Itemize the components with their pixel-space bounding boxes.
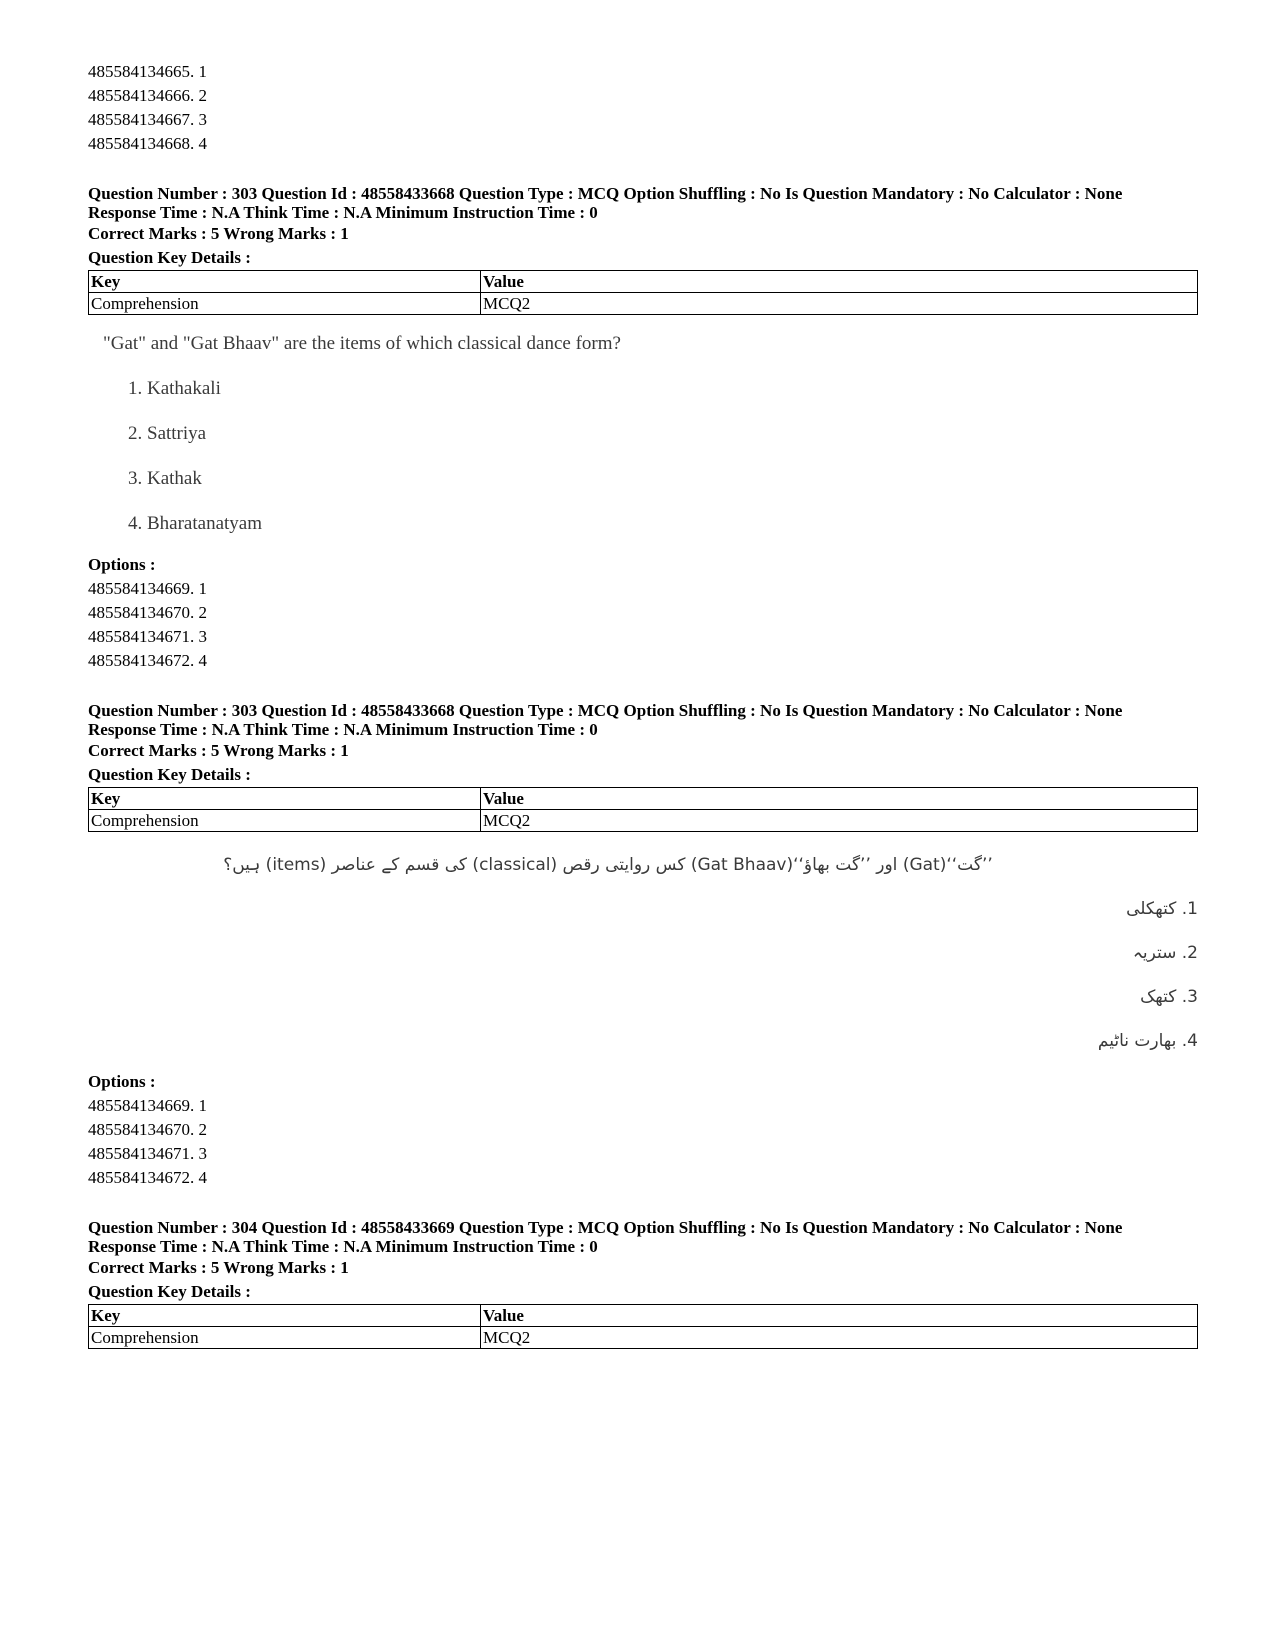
answer-choice: 4. Bharatanatyam xyxy=(128,513,263,534)
key-details-table xyxy=(88,1304,1198,1349)
table-header-value: Value xyxy=(481,788,1198,810)
answer-choice-urdu: 1. کتھکلی xyxy=(1126,899,1198,919)
option-line: 485584134665. 1 xyxy=(88,62,207,81)
table-header-row xyxy=(89,788,1198,810)
option-line: 485584134672. 4 xyxy=(88,1168,207,1187)
table-row xyxy=(89,810,1198,832)
options-label: Options : xyxy=(88,1072,156,1091)
option-line: 485584134671. 3 xyxy=(88,627,207,646)
answer-choice: 1. Kathakali xyxy=(128,378,221,399)
option-line: 485584134670. 2 xyxy=(88,1120,207,1139)
option-line: 485584134672. 4 xyxy=(88,651,207,670)
table-cell-value: MCQ2 xyxy=(481,293,1198,315)
table-header-key: Key xyxy=(89,788,481,810)
table-cell-key: Comprehension xyxy=(89,810,481,832)
question-marks: Correct Marks : 5 Wrong Marks : 1 xyxy=(88,1258,349,1277)
key-details-label: Question Key Details : xyxy=(88,765,251,784)
option-line: 485584134668. 4 xyxy=(88,134,207,153)
table-header-value: Value xyxy=(481,1305,1198,1327)
question-block-303-english xyxy=(88,184,1198,673)
table-header-key: Key xyxy=(89,271,481,293)
answer-choice-urdu: 4. بھارت ناٹیم xyxy=(1097,1031,1198,1051)
option-line: 485584134666. 2 xyxy=(88,86,207,105)
document-page xyxy=(88,60,1198,1349)
table-cell-value: MCQ2 xyxy=(481,810,1198,832)
table-row xyxy=(89,1327,1198,1349)
question-block-304 xyxy=(88,1218,1198,1349)
answer-choice-urdu: 2. ستریہ xyxy=(1132,943,1198,963)
question-marks: Correct Marks : 5 Wrong Marks : 1 xyxy=(88,741,349,760)
question-text-urdu: ’’گت‘‘(Gat) اور ’’گت بھاؤ‘‘(Gat Bhaav) کس روایتی رقص (classical) کی قسم کے عناصر (items) ہیں؟ xyxy=(223,855,993,875)
table-cell-key: Comprehension xyxy=(89,293,481,315)
table-header-key: Key xyxy=(89,1305,481,1327)
answer-choice: 3. Kathak xyxy=(128,468,202,489)
option-line: 485584134669. 1 xyxy=(88,579,207,598)
key-details-table xyxy=(88,787,1198,832)
table-cell-key: Comprehension xyxy=(89,1327,481,1349)
option-line: 485584134670. 2 xyxy=(88,603,207,622)
question-block-303-urdu xyxy=(88,701,1198,1190)
answer-choice: 2. Sattriya xyxy=(128,423,207,444)
question-marks: Correct Marks : 5 Wrong Marks : 1 xyxy=(88,224,349,243)
question-header: Question Number : 303 Question Id : 48558433668 Question Type : MCQ Option Shuffling : No Is Question Mandatory : No Calculator : None xyxy=(88,184,1123,203)
key-details-label: Question Key Details : xyxy=(88,248,251,267)
table-header-value: Value xyxy=(481,271,1198,293)
key-details-label: Question Key Details : xyxy=(88,1282,251,1301)
option-line: 485584134667. 3 xyxy=(88,110,207,129)
table-cell-value: MCQ2 xyxy=(481,1327,1198,1349)
answer-choice-urdu: 3. کتھک xyxy=(1140,987,1198,1007)
table-row xyxy=(89,293,1198,315)
question-header: Question Number : 303 Question Id : 48558433668 Question Type : MCQ Option Shuffling : No Is Question Mandatory : No Calculator : None xyxy=(88,701,1123,720)
top-options-list xyxy=(88,60,1198,156)
question-timing: Response Time : N.A Think Time : N.A Minimum Instruction Time : 0 xyxy=(88,720,598,739)
question-timing: Response Time : N.A Think Time : N.A Minimum Instruction Time : 0 xyxy=(88,1237,598,1256)
option-line: 485584134669. 1 xyxy=(88,1096,207,1115)
question-timing: Response Time : N.A Think Time : N.A Minimum Instruction Time : 0 xyxy=(88,203,598,222)
question-text: "Gat" and "Gat Bhaav" are the items of which classical dance form? xyxy=(103,333,621,354)
option-line: 485584134671. 3 xyxy=(88,1144,207,1163)
question-header: Question Number : 304 Question Id : 48558433669 Question Type : MCQ Option Shuffling : No Is Question Mandatory : No Calculator : None xyxy=(88,1218,1123,1237)
table-header-row xyxy=(89,271,1198,293)
options-label: Options : xyxy=(88,555,156,574)
key-details-table xyxy=(88,270,1198,315)
table-header-row xyxy=(89,1305,1198,1327)
